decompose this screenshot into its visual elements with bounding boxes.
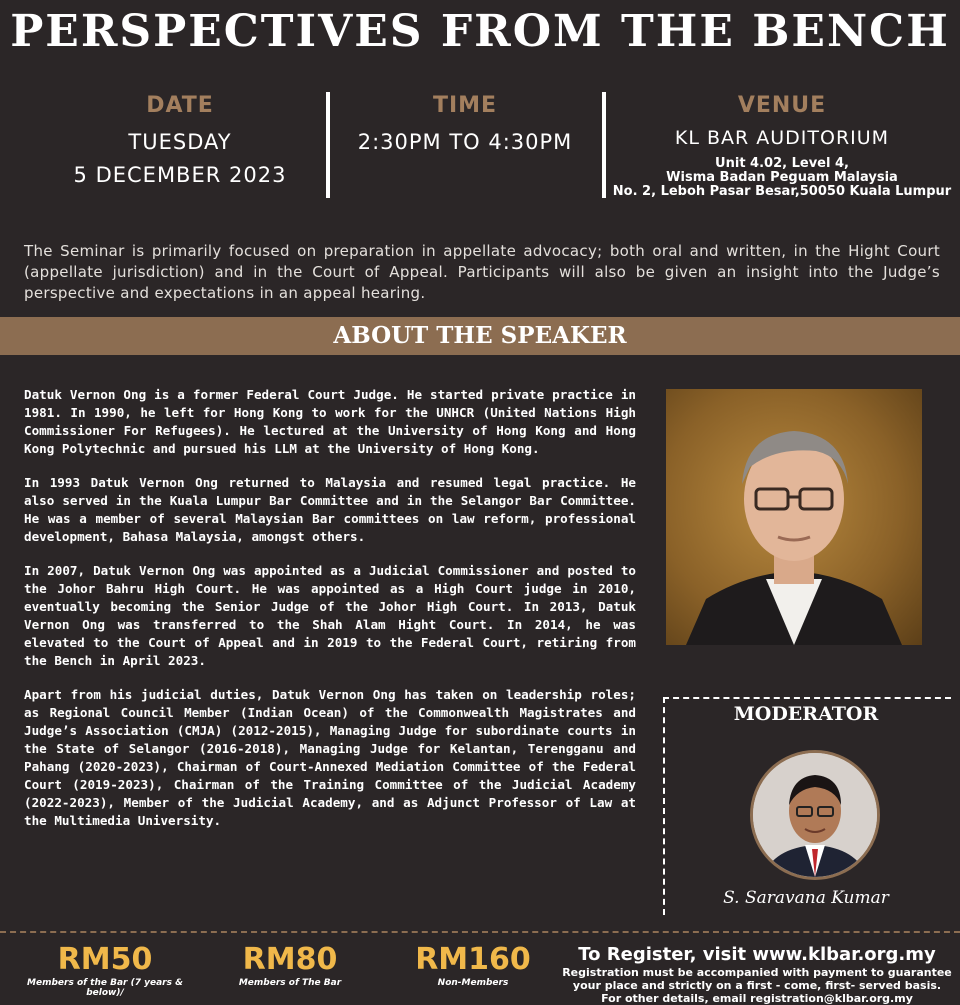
price-label: Members of the Bar (7 years & below)/ — [27, 978, 183, 998]
venue-line-3: No. 2, Leboh Pasar Besar,50050 Kuala Lumpur — [612, 184, 952, 199]
venue-label: VENUE — [737, 93, 827, 118]
divider-2 — [602, 92, 606, 198]
register-note-2: your place and strictly on a first - come, first- served basis. — [572, 979, 942, 992]
price-tier — [205, 942, 375, 988]
register-link[interactable]: To Register, visit www.klbar.org.my — [578, 944, 936, 965]
divider-1 — [326, 92, 330, 198]
time-block — [340, 92, 590, 159]
bio-paragraph: Apart from his judicial duties, Datuk Vernon Ong has taken on leadership roles; as Regional Council Member (Indian Ocean) of the Commonwealth Magistrates and Judge’s Association (CMJA) (2012-2015), Managing Judge for subordinate courts in the State of Selangor (2016-2018), Managing Judge for Kelantan, Terengganu and Pahang (2020-2023), Chairman of Court-Annexed Mediation Committee of the Federal Court (2019-2023), Chairman of the Training Committee of the Judicial Academy (2022-2023), Member of the Judicial Academy, and as Adjunct Professor of Law at the Multimedia University. — [24, 687, 636, 828]
price-label: Members of The Bar — [238, 978, 342, 988]
bio-paragraph: In 1993 Datuk Vernon Ong returned to Malaysia and resumed legal practice. He also served in the Kuala Lumpur Bar Committee and in the Selangor Bar Committee. He was a member of several Malaysian Bar committees on law reform, professional development, Bahasa Malaysia, amongst others. — [24, 475, 636, 544]
time-label: TIME — [432, 93, 498, 118]
about-speaker-heading: ABOUT THE SPEAKER — [333, 322, 627, 349]
price-tier — [388, 942, 558, 988]
moderator-portrait-icon — [753, 753, 877, 877]
seminar-intro: The Seminar is primarily focused on preparation in appellate advocacy; both oral and written, in the Hight Court (appellate jurisdiction) and in the Court of Appeal. Participants will also be given an insight into the Judge’s perspective and expectations in an appeal hearing. — [24, 242, 940, 302]
speaker-photo — [666, 389, 922, 645]
venue-line-1: Unit 4.02, Level 4, — [715, 156, 849, 171]
price-amount: RM50 — [57, 942, 153, 977]
speaker-portrait-icon — [666, 389, 922, 645]
date-block — [70, 92, 290, 192]
venue-block — [612, 92, 952, 199]
register-note-3: For other details, email registration@klbar.org.my — [601, 992, 913, 1005]
price-label: Non-Members — [437, 978, 509, 988]
date-value: 5 DECEMBER 2023 — [73, 163, 287, 187]
time-value: 2:30PM TO 4:30PM — [357, 130, 573, 154]
register-note-1: Registration must be accompanied with payment to guarantee — [562, 966, 952, 979]
price-amount: RM160 — [415, 942, 531, 977]
about-speaker-banner — [0, 317, 960, 355]
moderator-label: MODERATOR — [733, 703, 879, 725]
moderator-name: S. Saravana Kumar — [723, 888, 889, 908]
venue-line-2: Wisma Badan Peguam Malaysia — [666, 170, 898, 185]
event-title: PERSPECTIVES FROM THE BENCH — [10, 6, 950, 57]
register-block — [562, 944, 952, 1005]
moderator-photo — [750, 750, 880, 880]
footer-divider — [0, 931, 960, 933]
date-label: DATE — [146, 93, 214, 118]
date-day: TUESDAY — [128, 130, 232, 154]
bio-paragraph: In 2007, Datuk Vernon Ong was appointed as a Judicial Commissioner and posted to the Johor Bahru High Court. He was appointed as a High Court judge in 2010, eventually becoming the Senior Judge of the Johor High Court. In 2013, Datuk Vernon Ong was transferred to the Shah Alam Hight Court. In 2014, he was elevated to the Court of Appeal and in 2019 to the Federal Court, retiring from the Bench in April 2023. — [24, 563, 636, 668]
price-amount: RM80 — [242, 942, 338, 977]
bio-paragraph: Datuk Vernon Ong is a former Federal Court Judge. He started private practice in 1981. In 1990, he left for Hong Kong to work for the UNHCR (United Nations High Commissioner For Refugees). He lectured at the University of Hong Kong and Hong Kong Polytechnic and pursued his LLM at the University of Hong Kong. — [24, 387, 636, 456]
price-tier — [20, 942, 190, 998]
venue-name: KL BAR AUDITORIUM — [674, 127, 890, 149]
speaker-bio — [24, 386, 636, 846]
